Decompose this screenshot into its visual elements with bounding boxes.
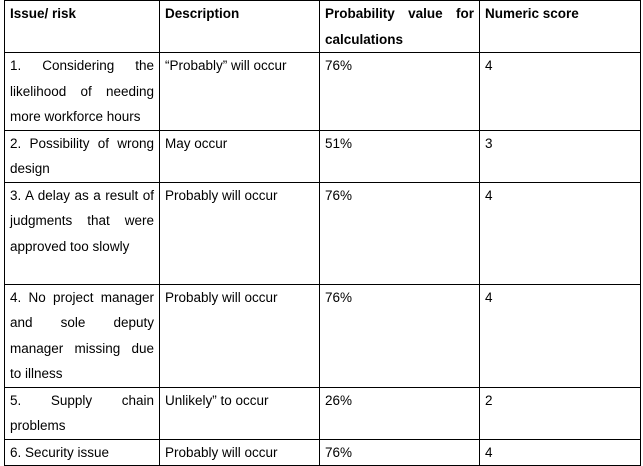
issue-cell: 5. Supply chain problems xyxy=(5,387,160,439)
issue-cell: 1. Considering the likelihood of needing more workforce hours xyxy=(5,53,160,131)
probability-cell: 51% xyxy=(320,130,480,182)
header-probability: Probability value for calculations xyxy=(320,1,480,53)
description-cell: Unlikely” to occur xyxy=(160,387,320,439)
table-row xyxy=(5,387,641,439)
table-row xyxy=(5,53,641,131)
header-issue: Issue/ risk xyxy=(5,1,160,53)
probability-cell: 76% xyxy=(320,182,480,284)
description-cell: Probably will occur xyxy=(160,182,320,284)
score-cell: 4 xyxy=(480,182,641,284)
issue-cell: 6. Security issue xyxy=(5,439,160,466)
header-score: Numeric score xyxy=(480,1,641,53)
description-cell: May occur xyxy=(160,130,320,182)
table-row xyxy=(5,284,641,387)
description-cell: “Probably” will occur xyxy=(160,53,320,131)
score-cell: 4 xyxy=(480,439,641,466)
table-row xyxy=(5,130,641,182)
table-row xyxy=(5,439,641,466)
header-row xyxy=(5,1,641,53)
score-cell: 3 xyxy=(480,130,641,182)
probability-cell: 26% xyxy=(320,387,480,439)
score-cell: 4 xyxy=(480,53,641,131)
score-cell: 2 xyxy=(480,387,641,439)
issue-cell: 4. No project manager and sole deputy manager missing due to illness xyxy=(5,284,160,387)
probability-cell: 76% xyxy=(320,284,480,387)
issue-cell: 2. Possibility of wrong design xyxy=(5,130,160,182)
issue-cell: 3. A delay as a result of judgments that were approved too slowly xyxy=(5,182,160,284)
score-cell: 4 xyxy=(480,284,641,387)
description-cell: Probably will occur xyxy=(160,284,320,387)
table-row xyxy=(5,182,641,284)
probability-cell: 76% xyxy=(320,439,480,466)
header-description: Description xyxy=(160,1,320,53)
probability-cell: 76% xyxy=(320,53,480,131)
risk-table xyxy=(4,0,641,466)
description-cell: Probably will occur xyxy=(160,439,320,466)
